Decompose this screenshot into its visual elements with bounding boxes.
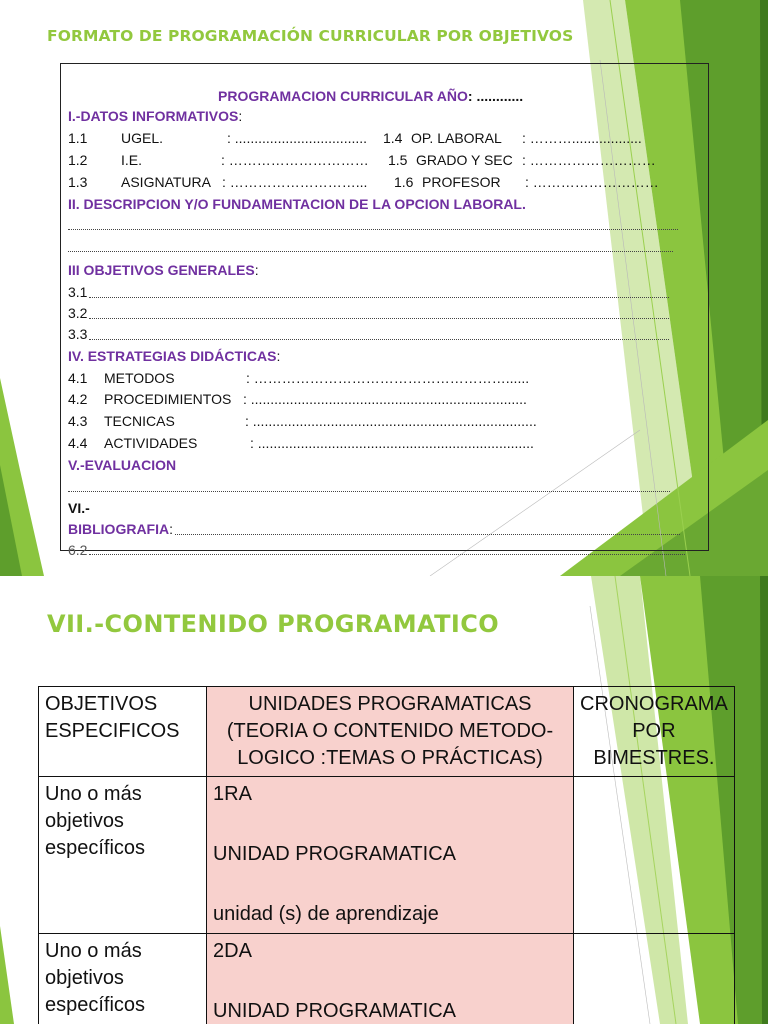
fill-line[interactable]: : ………..................: [522, 130, 642, 146]
section-1-heading: [68, 108, 242, 124]
fill-line[interactable]: : .......................................................................: [243, 391, 527, 407]
section-4-label: IV. ESTRATEGIAS DIDÁCTICAS: [68, 348, 277, 364]
content-table: [38, 686, 735, 1024]
slide-title: VII.-CONTENIDO PROGRAMATICO: [47, 610, 500, 638]
form-heading-year: : ............: [467, 88, 524, 104]
fill-line[interactable]: : …………………………: [221, 152, 369, 168]
item-number: 1.2: [68, 152, 88, 168]
objective-number: 3.1: [68, 284, 88, 300]
item-number: 1.6: [394, 174, 414, 190]
header-line: (TEORIA O CONTENIDO METODO-: [226, 720, 554, 742]
form-heading-label: PROGRAMACION CURRICULAR AÑO: [218, 88, 468, 104]
section-3-label: III OBJETIVOS GENERALES: [68, 262, 255, 278]
header-line: POR: [632, 720, 676, 742]
section-1-label: I.-DATOS INFORMATIVOS: [68, 108, 239, 124]
schedule-cell[interactable]: [574, 777, 735, 934]
item-number: 6.2: [68, 542, 88, 558]
item-number: 1.5: [388, 152, 408, 168]
bibliography-colon: :: [169, 521, 173, 537]
schedule-cell[interactable]: [574, 934, 735, 1024]
unit-number: 2DA: [213, 940, 252, 962]
unit-title: UNIDAD PROGRAMATICA: [213, 1000, 456, 1022]
fill-line[interactable]: [175, 533, 680, 535]
header-units: [207, 687, 574, 777]
fill-line[interactable]: [89, 553, 685, 555]
strategy-label: PROCEDIMIENTOS: [104, 391, 232, 407]
bibliography-heading: [68, 521, 173, 537]
section-3-colon: :: [254, 262, 259, 278]
header-schedule: [574, 687, 735, 777]
table-row: [39, 777, 735, 934]
fill-line[interactable]: : .........................................................................: [245, 413, 537, 429]
slide-2: [0, 576, 768, 1024]
fill-line[interactable]: [68, 250, 673, 252]
strategy-label: METODOS: [104, 370, 175, 386]
section-6-heading: VI.-: [68, 500, 90, 516]
datos-label: GRADO Y SEC: [416, 152, 513, 168]
fill-line[interactable]: : ………………………...: [222, 174, 368, 190]
bibliography-label: BIBLIOGRAFIA: [68, 521, 170, 537]
datos-label: PROFESOR: [422, 174, 501, 190]
unit-title: UNIDAD PROGRAMATICA: [213, 843, 456, 865]
objectives-cell: [39, 934, 207, 1024]
header-line: UNIDADES PROGRAMATICAS: [248, 693, 532, 715]
cell-line: Uno o más: [45, 940, 142, 962]
cell-line: específicos: [45, 837, 146, 859]
fill-line[interactable]: [89, 317, 669, 319]
fill-line[interactable]: : ..................................: [227, 130, 368, 146]
datos-label: ASIGNATURA: [121, 174, 211, 190]
unit-subtitle: unidad (s) de aprendizaje: [213, 903, 439, 925]
cell-line: objetivos: [45, 810, 124, 832]
fill-line[interactable]: : ………………………………………………......: [246, 370, 530, 386]
header-objectives: [39, 687, 207, 777]
header-line: BIMESTRES.: [593, 747, 715, 769]
item-number: 1.4: [383, 130, 403, 146]
table-header-row: [39, 687, 735, 777]
unit-cell: [207, 934, 574, 1024]
objective-number: 3.3: [68, 326, 88, 342]
header-line: OBJETIVOS: [45, 693, 158, 715]
cell-line: específicos: [45, 994, 146, 1016]
fill-line[interactable]: : ………………………: [525, 174, 659, 190]
unit-number: 1RA: [213, 783, 252, 805]
item-number: 4.1: [68, 370, 88, 386]
datos-row: [68, 130, 87, 146]
table-row: [39, 934, 735, 1024]
section-5-heading: V.-EVALUACION: [68, 457, 177, 473]
section-4-heading: [68, 348, 280, 364]
fill-line[interactable]: [68, 228, 678, 230]
strategy-label: TECNICAS: [104, 413, 175, 429]
fill-line[interactable]: [68, 490, 670, 492]
unit-cell: [207, 777, 574, 934]
objectives-cell: [39, 777, 207, 934]
item-number: 1.1: [68, 130, 88, 146]
header-line: ESPECIFICOS: [45, 720, 180, 742]
section-4-colon: :: [276, 348, 281, 364]
slide-title: FORMATO DE PROGRAMACIÓN CURRICULAR POR OBJETIVOS: [47, 27, 574, 45]
section-3-heading: [68, 262, 259, 278]
header-line: LOGICO :TEMAS O PRÁCTICAS): [237, 747, 543, 769]
item-number: 1.3: [68, 174, 88, 190]
cell-line: Uno o más: [45, 783, 142, 805]
item-number: 4.3: [68, 413, 88, 429]
strategy-label: ACTIVIDADES: [104, 435, 198, 451]
item-number: 4.2: [68, 391, 88, 407]
section-2-heading: II. DESCRIPCION Y/O FUNDAMENTACION DE LA OPCION LABORAL.: [68, 196, 526, 212]
objective-number: 3.2: [68, 305, 88, 321]
header-line: CRONOGRAMA: [580, 693, 728, 715]
datos-label: OP. LABORAL: [411, 130, 502, 146]
section-1-colon: :: [238, 108, 243, 124]
item-number: 4.4: [68, 435, 88, 451]
form-heading: [218, 88, 523, 104]
fill-line[interactable]: : .......................................................................: [250, 435, 534, 451]
datos-label: UGEL.: [121, 130, 164, 146]
fill-line[interactable]: : ………………………: [522, 152, 656, 168]
fill-line[interactable]: [89, 338, 669, 340]
fill-line[interactable]: [89, 296, 669, 298]
cell-line: objetivos: [45, 967, 124, 989]
datos-label: I.E.: [121, 152, 143, 168]
